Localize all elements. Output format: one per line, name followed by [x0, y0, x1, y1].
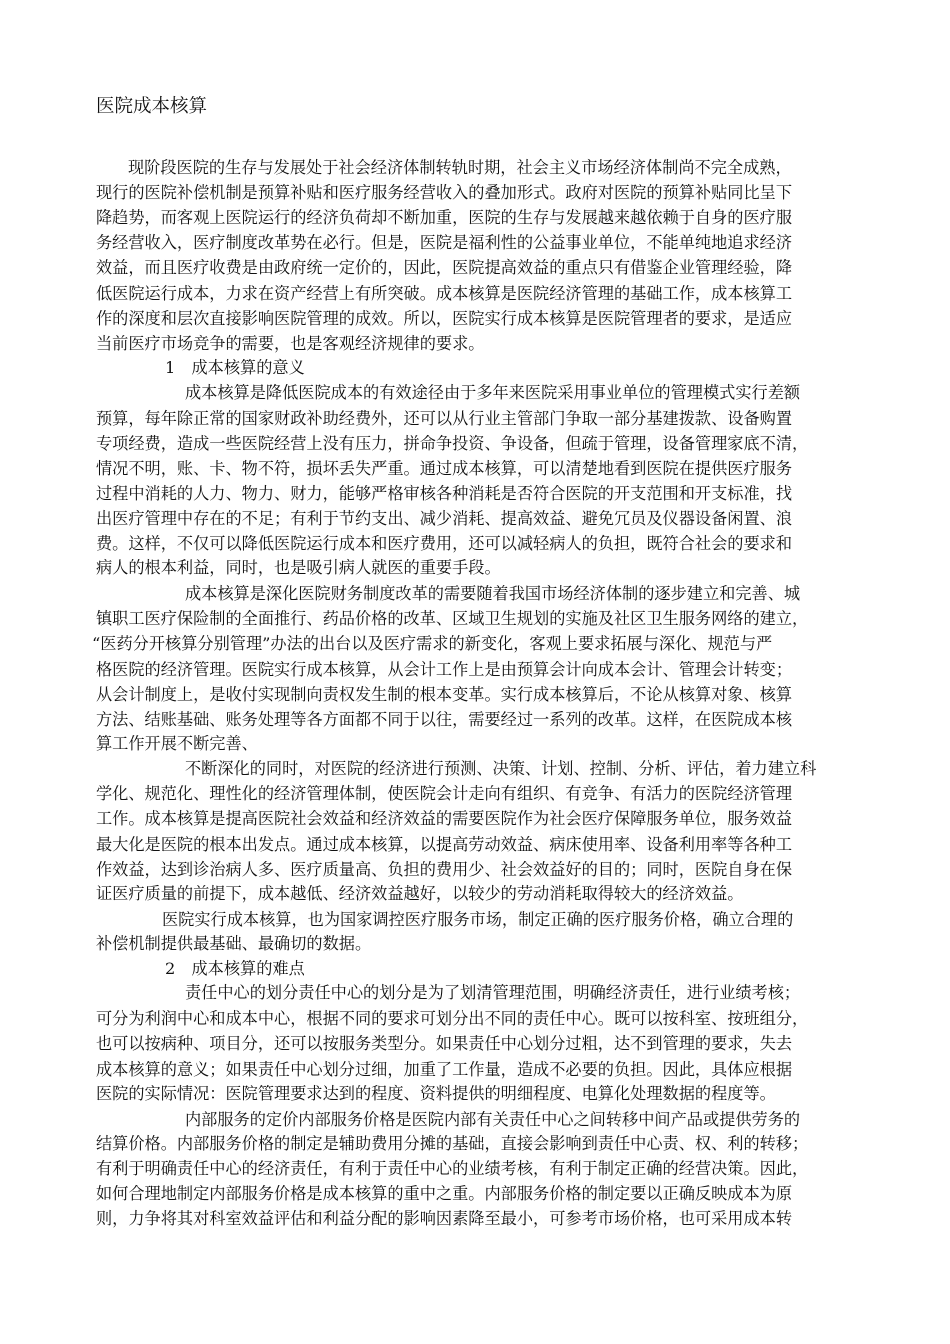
paragraph-line: 1 成本核算的意义 — [165, 358, 305, 377]
paragraph-line: 则，力争将其对科室效益评估和利益分配的影响因素降至最小，可参考市场价格，也可采用成本转 — [96, 1209, 793, 1228]
paragraph-line: 学化、规范化、理性化的经济管理体制，使医院会计走向有组织、有竞争、有活力的医院经济管理 — [96, 784, 793, 803]
paragraph-line: 方法、结账基础、账务处理等各方面都不同于以往，需要经过一系列的改革。这样，在医院成本核 — [96, 710, 793, 729]
paragraph-line: 现行的医院补偿机制是预算补贴和医疗服务经营收入的叠加形式。政府对医院的预算补贴同比呈下 — [96, 183, 793, 202]
paragraph-line: 最大化是医院的根本出发点。通过成本核算，以提高劳动效益、病床使用率、设备利用率等各种工 — [96, 835, 793, 854]
paragraph-line: “医药分开核算分别管理”办法的出台以及医疗需求的新变化，客观上要求拓展与深化、规范与严 — [92, 634, 773, 653]
paragraph-line: 责任中心的划分责任中心的划分是为了划清管理范围，明确经济责任，进行业绩考核； — [185, 983, 801, 1002]
paragraph-line: 成本核算是降低医院成本的有效途径由于多年来医院采用事业单位的管理模式实行差额 — [185, 383, 801, 402]
paragraph-line: 结算价格。内部服务价格的制定是辅助费用分摊的基础，直接会影响到责任中心责、权、利的转移； — [96, 1134, 809, 1153]
paragraph-line: 成本核算是深化医院财务制度改革的需要随着我国市场经济体制的逐步建立和完善、城 — [185, 584, 801, 603]
paragraph-line: 出医疗管理中存在的不足；有利于节约支出、减少消耗、提高效益、避免冗员及仪器设备闲置、浪 — [96, 509, 793, 528]
paragraph-line: 补偿机制提供最基础、最确切的数据。 — [96, 934, 372, 953]
paragraph-line: 格医院的经济管理。医院实行成本核算，从会计工作上是由预算会计向成本会计、管理会计转变； — [96, 660, 793, 679]
paragraph-line: 医院的实际情况：医院管理要求达到的程度、资料提供的明细程度、电算化处理数据的程度等。 — [96, 1084, 776, 1103]
paragraph-line: 镇职工医疗保险制的全面推行、药品价格的改革、区域卫生规划的实施及社区卫生服务网络的建立， — [96, 609, 809, 628]
paragraph-line: 情况不明，账、卡、物不符，损坏丢失严重。通过成本核算，可以清楚地看到医院在提供医疗服务 — [96, 459, 793, 478]
paragraph-line: 费。这样，不仅可以降低医院运行成本和医疗费用，还可以减轻病人的负担，既符合社会的要求和 — [96, 534, 793, 553]
paragraph-line: 可分为利润中心和成本中心，根据不同的要求可划分出不同的责任中心。既可以按科室、按班组分， — [96, 1009, 809, 1028]
paragraph-line: 低医院运行成本，力求在资产经营上有所突破。成本核算是医院经济管理的基础工作，成本核算工 — [96, 284, 793, 303]
paragraph-line: 如何合理地制定内部服务价格是成本核算的重中之重。内部服务价格的制定要以正确反映成本为原 — [96, 1184, 793, 1203]
paragraph-line: 病人的根本利益，同时，也是吸引病人就医的重要手段。 — [96, 558, 501, 577]
paragraph-line: 成本核算的意义；如果责任中心划分过细，加重了工作量，造成不必要的负担。因此，具体应根据 — [96, 1060, 793, 1079]
paragraph-line: 预算，每年除正常的国家财政补助经费外，还可以从行业主管部门争取一部分基建拨款、设备购置 — [96, 409, 793, 428]
paragraph-line: 算工作开展不断完善、 — [96, 734, 258, 753]
paragraph-line: 证医疗质量的前提下，成本越低、经济效益越好，以较少的劳动消耗取得较大的经济效益。 — [96, 884, 744, 903]
paragraph-line: 有利于明确责任中心的经济责任，有利于责任中心的业绩考核，有利于制定正确的经营决策。因此， — [96, 1159, 809, 1178]
paragraph-line: 不断深化的同时，对医院的经济进行预测、决策、计划、控制、分析、评估，着力建立科 — [185, 759, 817, 778]
paragraph-line: 也可以按病种、项目分，还可以按服务类型分。如果责任中心划分过粗，达不到管理的要求，失去 — [96, 1034, 793, 1053]
paragraph-line: 作的深度和层次直接影响医院管理的成效。所以，医院实行成本核算是医院管理者的要求，是适应 — [96, 309, 793, 328]
paragraph-line: 内部服务的定价内部服务价格是医院内部有关责任中心之间转移中间产品或提供劳务的 — [185, 1110, 801, 1129]
paragraph-line: 降趋势，而客观上医院运行的经济负荷却不断加重，医院的生存与发展越来越依赖于自身的医疗服 — [96, 208, 793, 227]
paragraph-line: 作效益，达到诊治病人多、医疗质量高、负担的费用少、社会效益好的目的；同时，医院自身在保 — [96, 860, 793, 879]
document-title: 医院成本核算 — [96, 96, 208, 117]
paragraph-line: 医院实行成本核算，也为国家调控医疗服务市场，制定正确的医疗服务价格，确立合理的 — [162, 910, 794, 929]
paragraph-line: 从会计制度上，是收付实现制向责权发生制的根本变革。实行成本核算后，不论从核算对象、核算 — [96, 685, 793, 704]
paragraph-line: 过程中消耗的人力、物力、财力，能够严格审核各种消耗是否符合医院的开支范围和开支标准，找 — [96, 484, 793, 503]
paragraph-line: 效益，而且医疗收费是由政府统一定价的，因此，医院提高效益的重点只有借鉴企业管理经验，降 — [96, 258, 793, 277]
paragraph-line: 专项经费，造成一些医院经营上没有压力，拼命争投资、争设备，但疏于管理，设备管理家底不清， — [96, 434, 809, 453]
paragraph-line: 当前医疗市场竞争的需要，也是客观经济规律的要求。 — [96, 334, 485, 353]
paragraph-line: 务经营收入，医疗制度改革势在必行。但是，医院是福利性的公益事业单位，不能单纯地追求经济 — [96, 233, 793, 252]
paragraph-line: 工作。成本核算是提高医院社会效益和经济效益的需要医院作为社会医疗保障服务单位，服务效益 — [96, 809, 793, 828]
paragraph-line: 现阶段医院的生存与发展处于社会经济体制转轨时期，社会主义市场经济体制尚不完全成熟， — [128, 158, 792, 177]
paragraph-line: 2 成本核算的难点 — [165, 959, 305, 978]
